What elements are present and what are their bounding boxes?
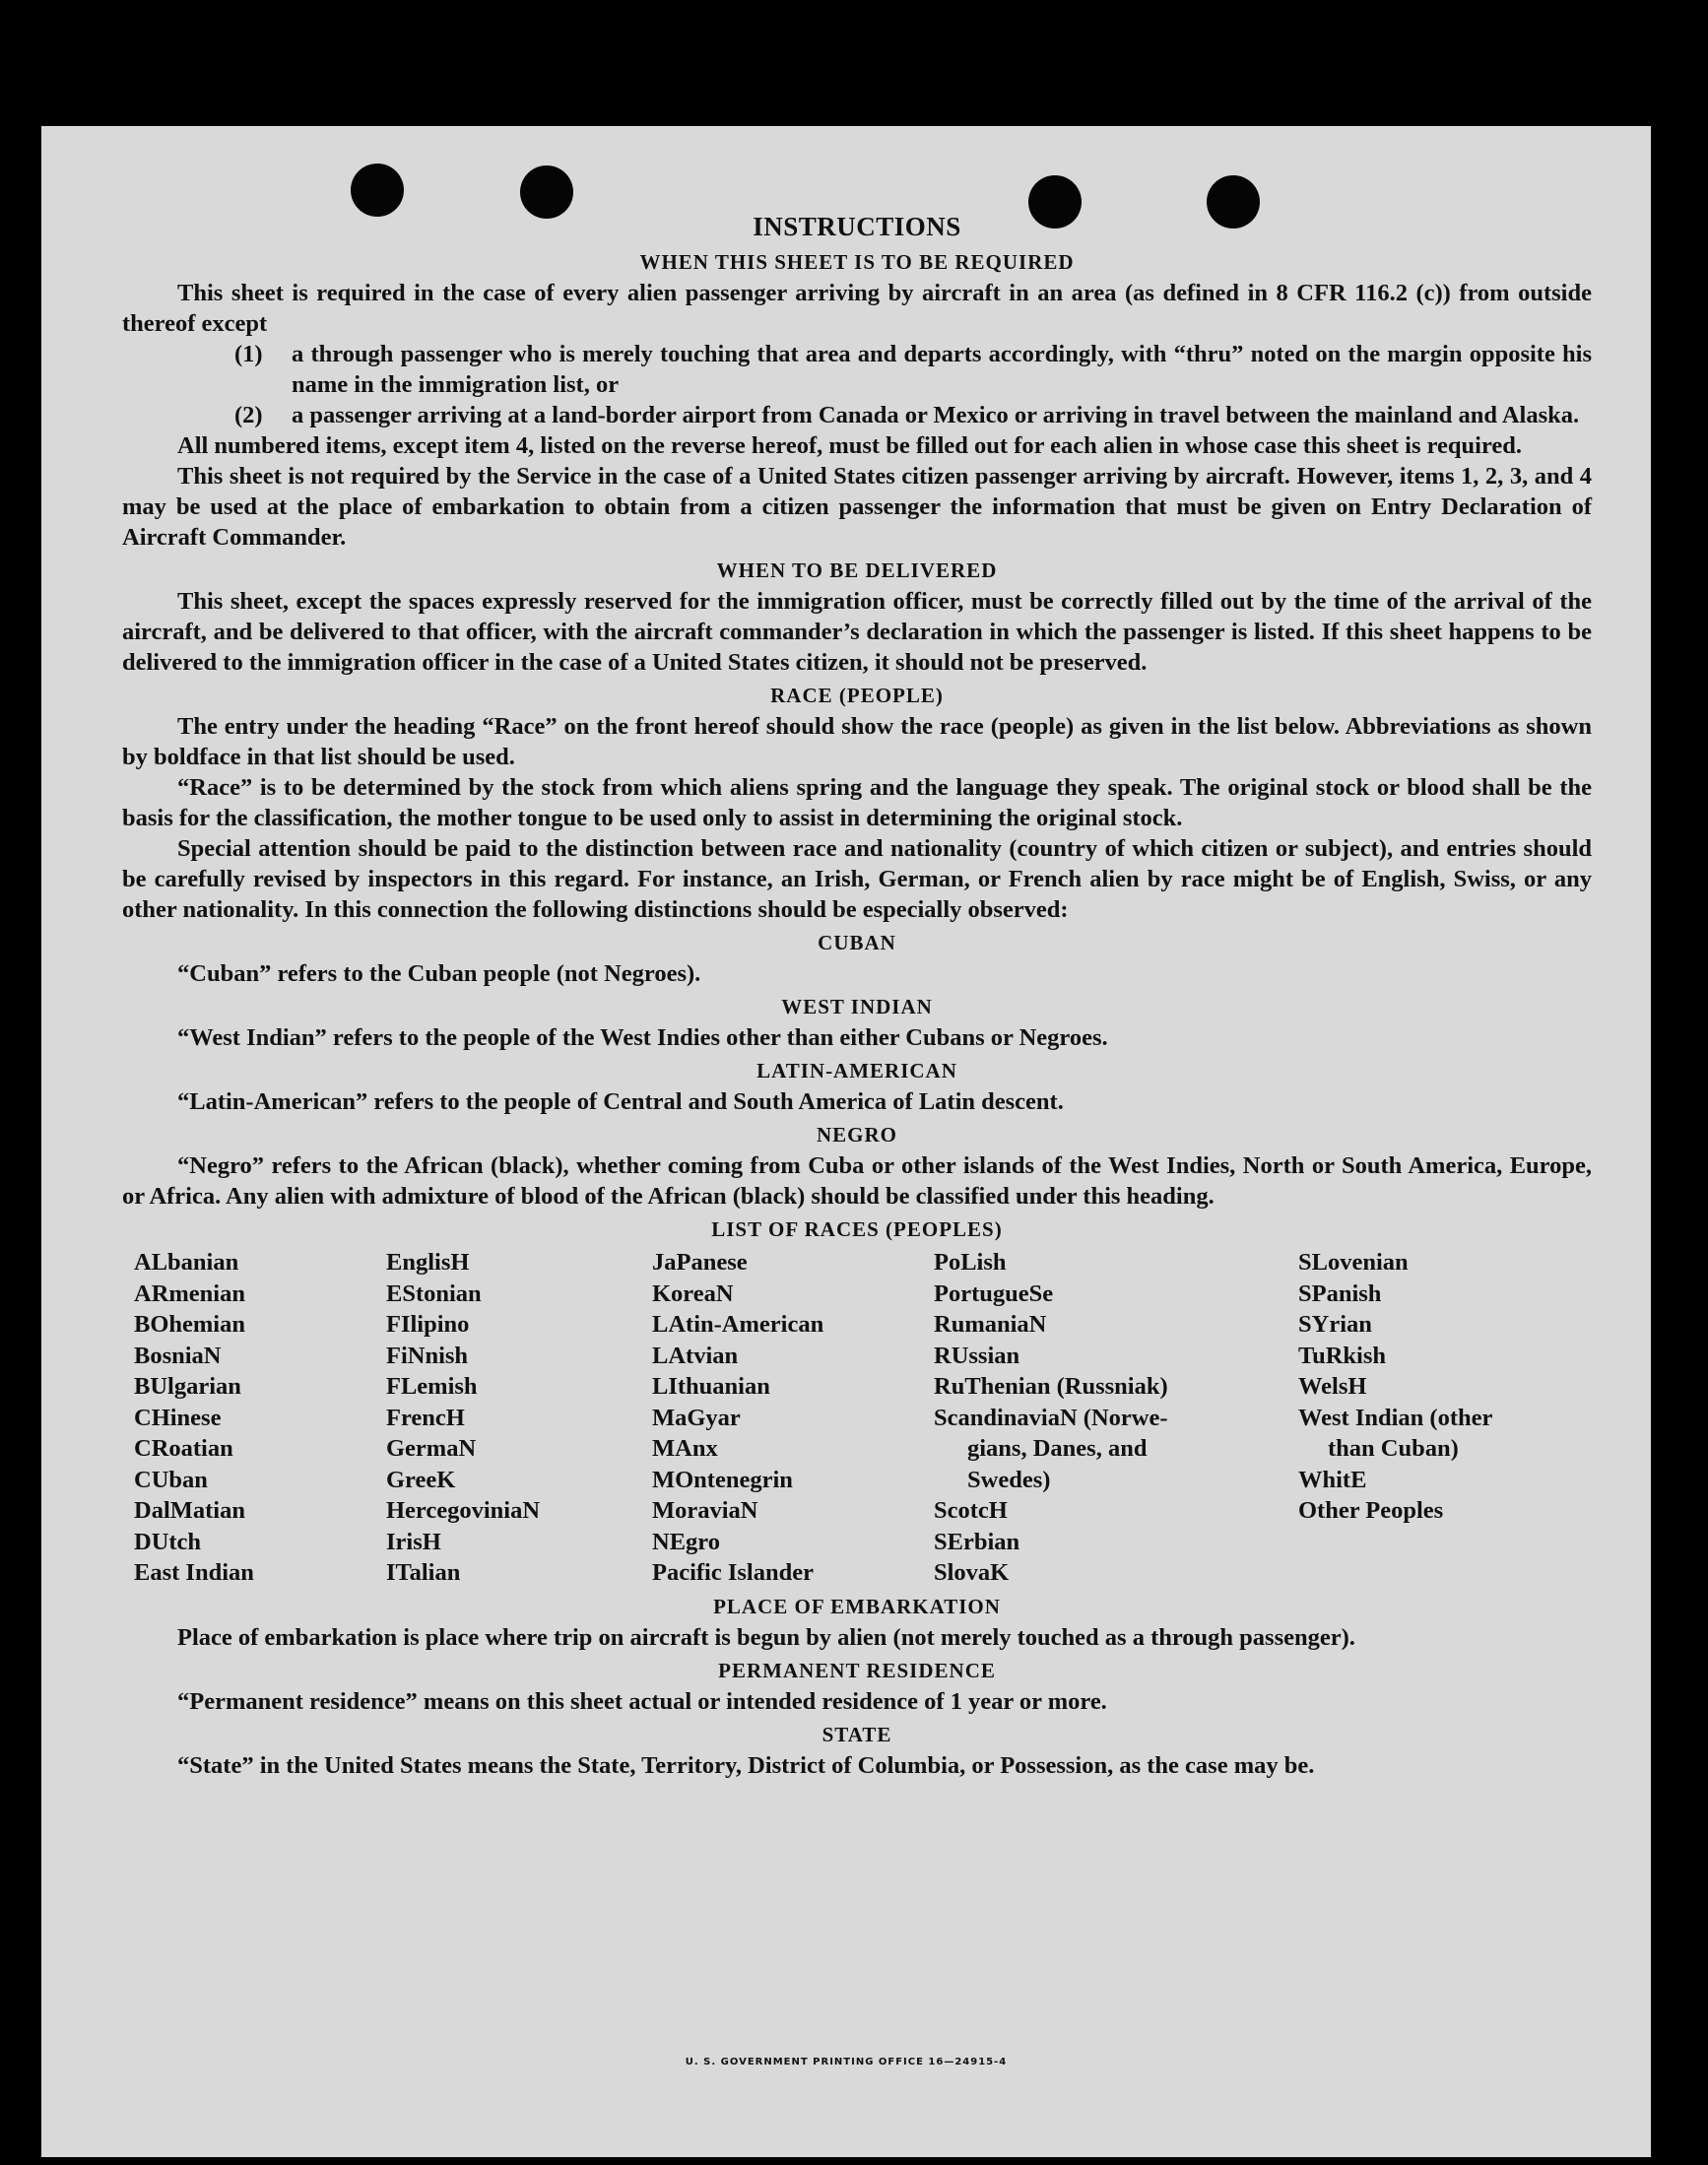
race-entry: SYrian xyxy=(1298,1311,1372,1338)
race-entry: FIlipino xyxy=(386,1311,470,1338)
race-entry: LAtin-American xyxy=(652,1311,824,1338)
race-entry: Other Peoples xyxy=(1298,1497,1444,1524)
section-heading-embarkation: PLACE OF EMBARKATION xyxy=(713,1594,1001,1618)
race-entry: BOhemian xyxy=(134,1311,245,1338)
paragraph: All numbered items, except item 4, listed on the reverse hereof, must be filled out for each alien in whose case this sheet is required. xyxy=(177,432,1523,459)
race-entry: East Indian xyxy=(134,1559,254,1586)
race-entry: NEgro xyxy=(652,1528,720,1555)
race-entry: LIthuanian xyxy=(652,1373,770,1400)
race-entry: WelsH xyxy=(1298,1373,1367,1400)
race-entry: CHinese xyxy=(134,1404,222,1431)
race-entry: DUtch xyxy=(134,1528,202,1555)
race-entry-continued: gians, Danes, and xyxy=(967,1435,1148,1462)
race-entry: GermaN xyxy=(386,1435,477,1462)
section-heading-required: WHEN THIS SHEET IS TO BE REQUIRED xyxy=(639,250,1075,274)
paragraph: “Race” is to be determined by the stock from which aliens spring and the language they speak. The original stock or blood shall be the basis for the classification, the mother tongue to be used only to assist in determining the original stock. xyxy=(122,774,1592,831)
section-heading-race: RACE (PEOPLE) xyxy=(770,684,944,707)
race-entry: KoreaN xyxy=(652,1279,734,1307)
paragraph: “Permanent residence” means on this sheet actual or intended residence of 1 year or more. xyxy=(177,1687,1107,1715)
paragraph: Place of embarkation is place where trip on aircraft is begun by alien (not merely touched as a through passenger). xyxy=(177,1623,1355,1651)
race-entry: HercegoviniaN xyxy=(386,1497,541,1524)
race-entry: EnglisH xyxy=(386,1249,470,1276)
section-heading-delivered: WHEN TO BE DELIVERED xyxy=(716,558,998,582)
race-entry: RuThenian (Russniak) xyxy=(934,1373,1168,1400)
section-heading-residence: PERMANENT RESIDENCE xyxy=(718,1658,996,1682)
section-heading-state: STATE xyxy=(821,1722,892,1746)
section-heading-races-list: LIST OF RACES (PEOPLES) xyxy=(711,1217,1003,1241)
section-heading-cuban: CUBAN xyxy=(818,931,896,954)
instructions-content xyxy=(122,209,1592,1781)
printer-imprint: U. S. GOVERNMENT PRINTING OFFICE 16—24915-4 xyxy=(685,2057,1008,2067)
race-entry: SLovenian xyxy=(1298,1249,1409,1276)
race-entry: PoLish xyxy=(934,1249,1007,1276)
item-text: a passenger arriving at a land-border airport from Canada or Mexico or arriving in travel between the mainland and Alaska. xyxy=(292,402,1580,428)
race-entry: ALbanian xyxy=(134,1249,239,1276)
race-entry: GreeK xyxy=(386,1466,456,1493)
paragraph: “West Indian” refers to the people of the West Indies other than either Cubans or Negroes. xyxy=(177,1024,1108,1051)
race-entry: FrencH xyxy=(386,1404,465,1431)
item-text: a through passenger who is merely touching that area and departs accordingly, with “thru” noted on the margin opposite his name in the immigration list, or xyxy=(292,341,1592,398)
section-heading-west-indian: WEST INDIAN xyxy=(781,995,933,1018)
race-entry: JaPanese xyxy=(652,1249,748,1276)
races-column-5 xyxy=(1298,1247,1584,1589)
paragraph: “Negro” refers to the African (black), whether coming from Cuba or other islands of the West Indies, North or South America, Europe, or Africa. Any alien with admixture of blood of the African (black) should be classified under this heading. xyxy=(122,1152,1592,1210)
race-entry: MOntenegrin xyxy=(652,1466,793,1493)
race-entry: FiNnish xyxy=(386,1342,469,1369)
races-column-3 xyxy=(652,1247,934,1589)
paragraph: This sheet is required in the case of every alien passenger arriving by aircraft in an area (as defined in 8 CFR 116.2 (c)) from outside thereof except xyxy=(122,280,1592,337)
races-column-4 xyxy=(934,1247,1298,1589)
list-item xyxy=(234,339,1592,400)
race-entry: MAnx xyxy=(652,1435,718,1462)
race-entry: DalMatian xyxy=(134,1497,245,1524)
races-column-1 xyxy=(134,1247,386,1589)
race-entry: Pacific Islander xyxy=(652,1559,814,1586)
race-entry-continued: Swedes) xyxy=(967,1466,1051,1493)
race-entry: CRoatian xyxy=(134,1435,233,1462)
race-entry: PortugueSe xyxy=(934,1279,1054,1307)
paragraph: The entry under the heading “Race” on the front hereof should show the race (people) as given in the list below. Abbreviations as shown by boldface in that list should be used. xyxy=(122,713,1592,770)
race-entry: BUlgarian xyxy=(134,1373,241,1400)
race-entry: WhitE xyxy=(1298,1466,1367,1493)
race-entry: IrisH xyxy=(386,1528,441,1555)
section-heading-negro: NEGRO xyxy=(816,1123,897,1147)
race-entry: West Indian (other xyxy=(1298,1404,1493,1431)
paragraph: This sheet, except the spaces expressly reserved for the immigration officer, must be correctly filled out by the time of the arrival of the aircraft, and be delivered to that officer, with the aircraft commander’s declaration in which the passenger is listed. If this sheet happens to be delivered to the immigration officer in the case of a United States citizen, it should not be preserved. xyxy=(122,588,1592,676)
document-sheet xyxy=(41,126,1651,2157)
item-number: (1) xyxy=(234,341,263,367)
races-list xyxy=(134,1247,1592,1589)
page-title: INSTRUCTIONS xyxy=(753,212,961,241)
race-entry: MoraviaN xyxy=(652,1497,758,1524)
race-entry: SPanish xyxy=(1298,1279,1382,1307)
paragraph: “Latin-American” refers to the people of Central and South America of Latin descent. xyxy=(177,1088,1064,1115)
race-entry: ITalian xyxy=(386,1559,461,1586)
race-entry: SlovaK xyxy=(934,1559,1010,1586)
race-entry: EStonian xyxy=(386,1279,482,1307)
race-entry: SErbian xyxy=(934,1528,1020,1555)
section-heading-latin-american: LATIN-AMERICAN xyxy=(756,1059,957,1082)
paragraph: “Cuban” refers to the Cuban people (not Negroes). xyxy=(177,960,701,987)
race-entry: TuRkish xyxy=(1298,1342,1387,1369)
race-entry: BosniaN xyxy=(134,1342,222,1369)
race-entry: ARmenian xyxy=(134,1279,245,1307)
race-entry: MaGyar xyxy=(652,1404,741,1431)
paragraph: Special attention should be paid to the distinction between race and nationality (country of which citizen or subject), and entries should be carefully revised by inspectors in this regard. For instance, an Irish, German, or French alien by race might be of English, Swiss, or any other nationality. In this connection the following distinctions should be especially observed: xyxy=(122,835,1592,923)
item-number: (2) xyxy=(234,402,263,428)
paragraph: “State” in the United States means the State, Territory, District of Columbia, or Possession, as the case may be. xyxy=(177,1751,1315,1779)
race-entry: RumaniaN xyxy=(934,1311,1047,1338)
race-entry: LAtvian xyxy=(652,1342,739,1369)
list-item xyxy=(234,400,1592,430)
race-entry-continued: than Cuban) xyxy=(1328,1435,1459,1462)
races-column-2 xyxy=(386,1247,652,1589)
race-entry: FLemish xyxy=(386,1373,478,1400)
race-entry: ScandinaviaN (Norwe- xyxy=(934,1404,1168,1431)
race-entry: RUssian xyxy=(934,1342,1020,1369)
paragraph: This sheet is not required by the Service in the case of a United States citizen passenger arriving by aircraft. However, items 1, 2, 3, and 4 may be used at the place of embarkation to obtain from a citizen passenger the information that must be given on Entry Declaration of Aircraft Commander. xyxy=(122,463,1592,551)
race-entry: ScotcH xyxy=(934,1497,1008,1524)
race-entry: CUban xyxy=(134,1466,208,1493)
